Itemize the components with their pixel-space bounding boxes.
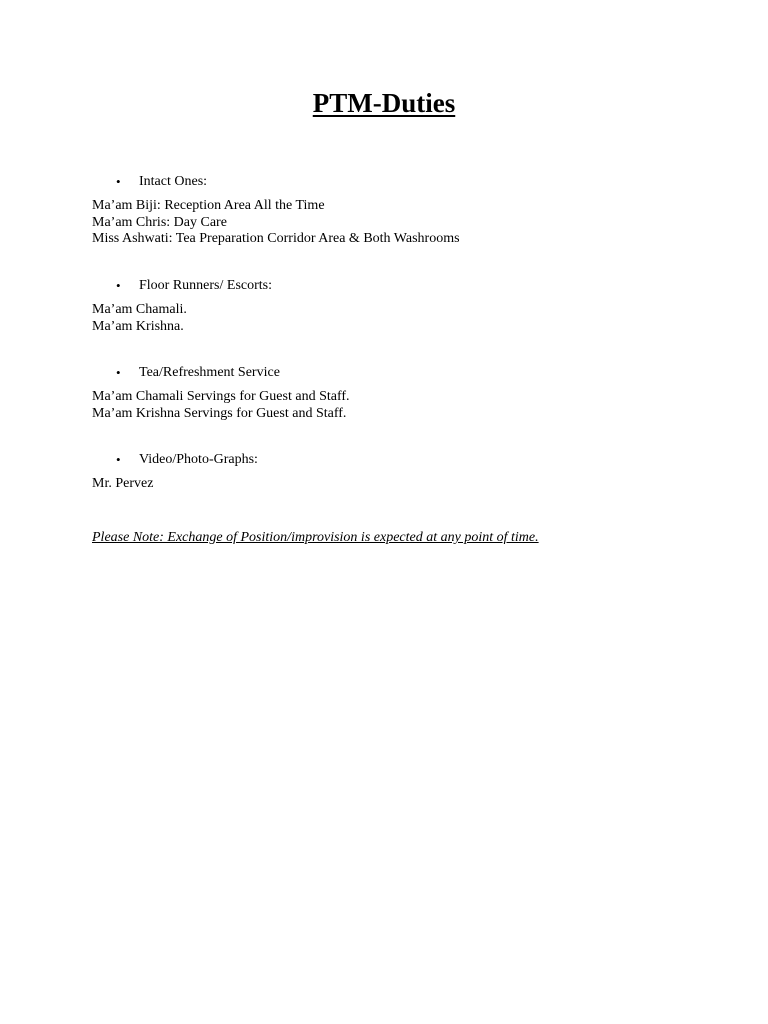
duty-line: Ma’am Biji: Reception Area All the Time xyxy=(92,198,325,213)
section-tea-refreshment xyxy=(92,363,712,422)
duty-line: Miss Ashwati: Tea Preparation Corridor Area & Both Washrooms xyxy=(92,231,460,247)
section-heading: Intact Ones: xyxy=(139,174,208,189)
section-lines xyxy=(92,476,712,493)
section-floor-runners xyxy=(92,276,712,335)
duty-line: Ma’am Krishna. xyxy=(92,318,184,334)
duty-line: Ma’am Chris: Day Care xyxy=(92,214,227,230)
section-heading-row xyxy=(92,172,712,192)
section-lines xyxy=(92,302,712,335)
duty-line: Ma’am Chamali Servings for Guest and Staff. xyxy=(92,389,350,404)
section-heading-row xyxy=(92,363,712,383)
section-video-photo xyxy=(92,450,712,493)
bullet-icon: • xyxy=(116,174,121,189)
bullet-icon: • xyxy=(116,452,121,467)
document-title: PTM-Duties xyxy=(312,88,456,118)
section-heading-row xyxy=(92,276,712,296)
bullet-icon: • xyxy=(116,278,121,293)
section-heading: Tea/Refreshment Service xyxy=(139,365,280,380)
section-lines xyxy=(92,198,712,248)
section-lines xyxy=(92,389,712,422)
duty-line: Mr. Pervez xyxy=(92,476,154,491)
section-heading-row xyxy=(92,450,712,470)
section-intact-ones xyxy=(92,172,712,248)
section-heading: Floor Runners/ Escorts: xyxy=(139,278,272,293)
section-heading: Video/Photo-Graphs: xyxy=(139,452,258,467)
please-note: Please Note: Exchange of Position/improvision is expected at any point of time. xyxy=(92,530,539,545)
duty-line: Ma’am Chamali. xyxy=(92,302,187,317)
bullet-icon: • xyxy=(116,365,121,380)
duty-line: Ma’am Krishna Servings for Guest and Staff. xyxy=(92,405,347,421)
